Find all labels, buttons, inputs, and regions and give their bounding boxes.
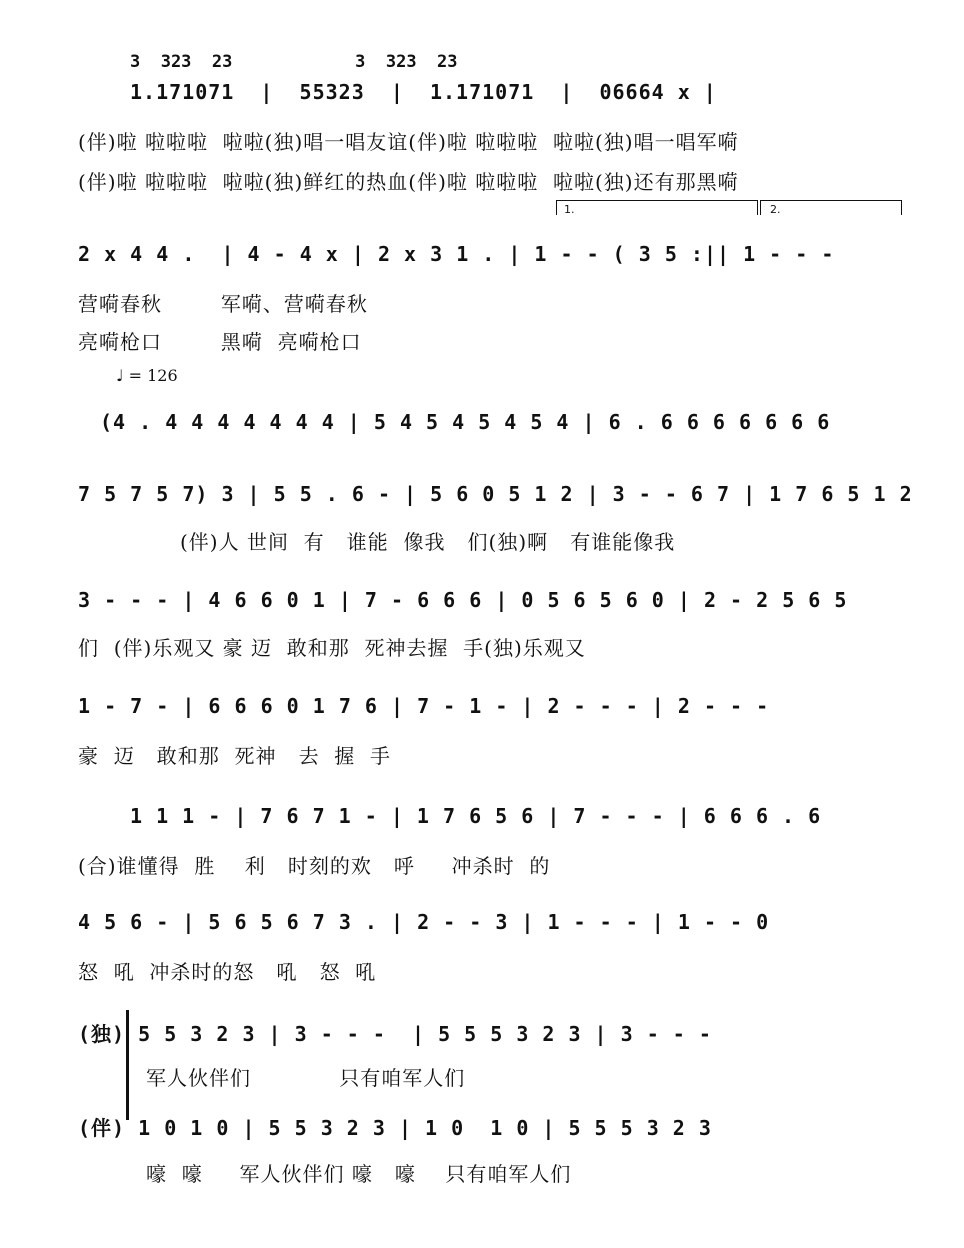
notation-row-1: 1.171071 | 55323 | 1.171071 | 06664 x | bbox=[130, 80, 717, 104]
volta-label-2: 2. bbox=[770, 203, 781, 216]
notation-row-4: 7 5 7 5 7) 3 | 5 5 . 6 - | 5 6 0 5 1 2 | 3 - - 6 7 | 1 7 6 5 1 2 bbox=[78, 482, 913, 506]
notation-row-5: 3 - - - | 4 6 6 0 1 | 7 - 6 6 6 | 0 5 6 5 6 0 | 2 - 2 5 6 5 bbox=[78, 588, 848, 612]
notation-row-7: 1 1 1 - | 7 6 7 1 - | 1 7 6 5 6 | 7 - - - | 6 6 6 . 6 bbox=[130, 804, 822, 828]
lyric-row-9: 军人伙伴们 只有咱军人们 bbox=[146, 1066, 466, 1090]
volta-bracket-1 bbox=[556, 200, 758, 215]
lyric-row-7: (合)谁懂得 胜 利 时刻的欢 呼 冲杀时 的 bbox=[78, 854, 551, 878]
lyric-row-8: 怒 吼 冲杀时的怒 吼 怒 吼 bbox=[78, 960, 377, 984]
lyric-row-1a: (伴)啦 啦啦啦 啦啦(独)唱一唱友谊(伴)啦 啦啦啦 啦啦(独)唱一唱军嗬 bbox=[78, 130, 739, 154]
lyric-row-2b: 亮嗬枪口 黑嗬 亮嗬枪口 bbox=[78, 330, 362, 354]
notation-row-6: 1 - 7 - | 6 6 6 0 1 7 6 | 7 - 1 - | 2 - - - | 2 - - - bbox=[78, 694, 770, 718]
notation-row-10-accomp: (伴) 1 0 1 0 | 5 5 3 2 3 | 1 0 1 0 | 5 5 5 3 2 3 bbox=[78, 1116, 712, 1140]
chord-row-1: 3 323 23 3 323 23 bbox=[130, 52, 458, 72]
lyric-row-2a: 营嗬春秋 军嗬、营嗬春秋 bbox=[78, 292, 368, 316]
lyric-row-10: 嚎 嚎 军人伙伴们 嚎 嚎 只有咱军人们 bbox=[146, 1162, 572, 1186]
lyric-row-1b: (伴)啦 啦啦啦 啦啦(独)鲜红的热血(伴)啦 啦啦啦 啦啦(独)还有那黑嗬 bbox=[78, 170, 739, 194]
notation-row-2: 2 x 4 4 . | 4 - 4 x | 2 x 3 1 . | 1 - - ( 3 5 :|| 1 - - - bbox=[78, 242, 835, 266]
volta-bracket-2 bbox=[760, 200, 902, 215]
tempo-marking: ♩ = 126 bbox=[116, 366, 178, 385]
notation-row-3: (4 . 4 4 4 4 4 4 4 | 5 4 5 4 5 4 5 4 | 6 . 6 6 6 6 6 6 6 bbox=[100, 410, 831, 434]
lyric-row-4: (伴)人 世间 有 谁能 像我 们(独)啊 有谁能像我 bbox=[180, 530, 676, 554]
notation-row-8: 4 5 6 - | 5 6 5 6 7 3 . | 2 - - 3 | 1 - - - | 1 - - 0 bbox=[78, 910, 770, 934]
lyric-row-5: 们 (伴)乐观又 豪 迈 敢和那 死神去握 手(独)乐观又 bbox=[78, 636, 586, 660]
lyric-row-6: 豪 迈 敢和那 死神 去 握 手 bbox=[78, 744, 392, 768]
volta-label-1: 1. bbox=[564, 203, 575, 216]
notation-row-9-solo: (独) 5 5 3 2 3 | 3 - - - | 5 5 5 3 2 3 | 3 - - - bbox=[78, 1022, 712, 1046]
